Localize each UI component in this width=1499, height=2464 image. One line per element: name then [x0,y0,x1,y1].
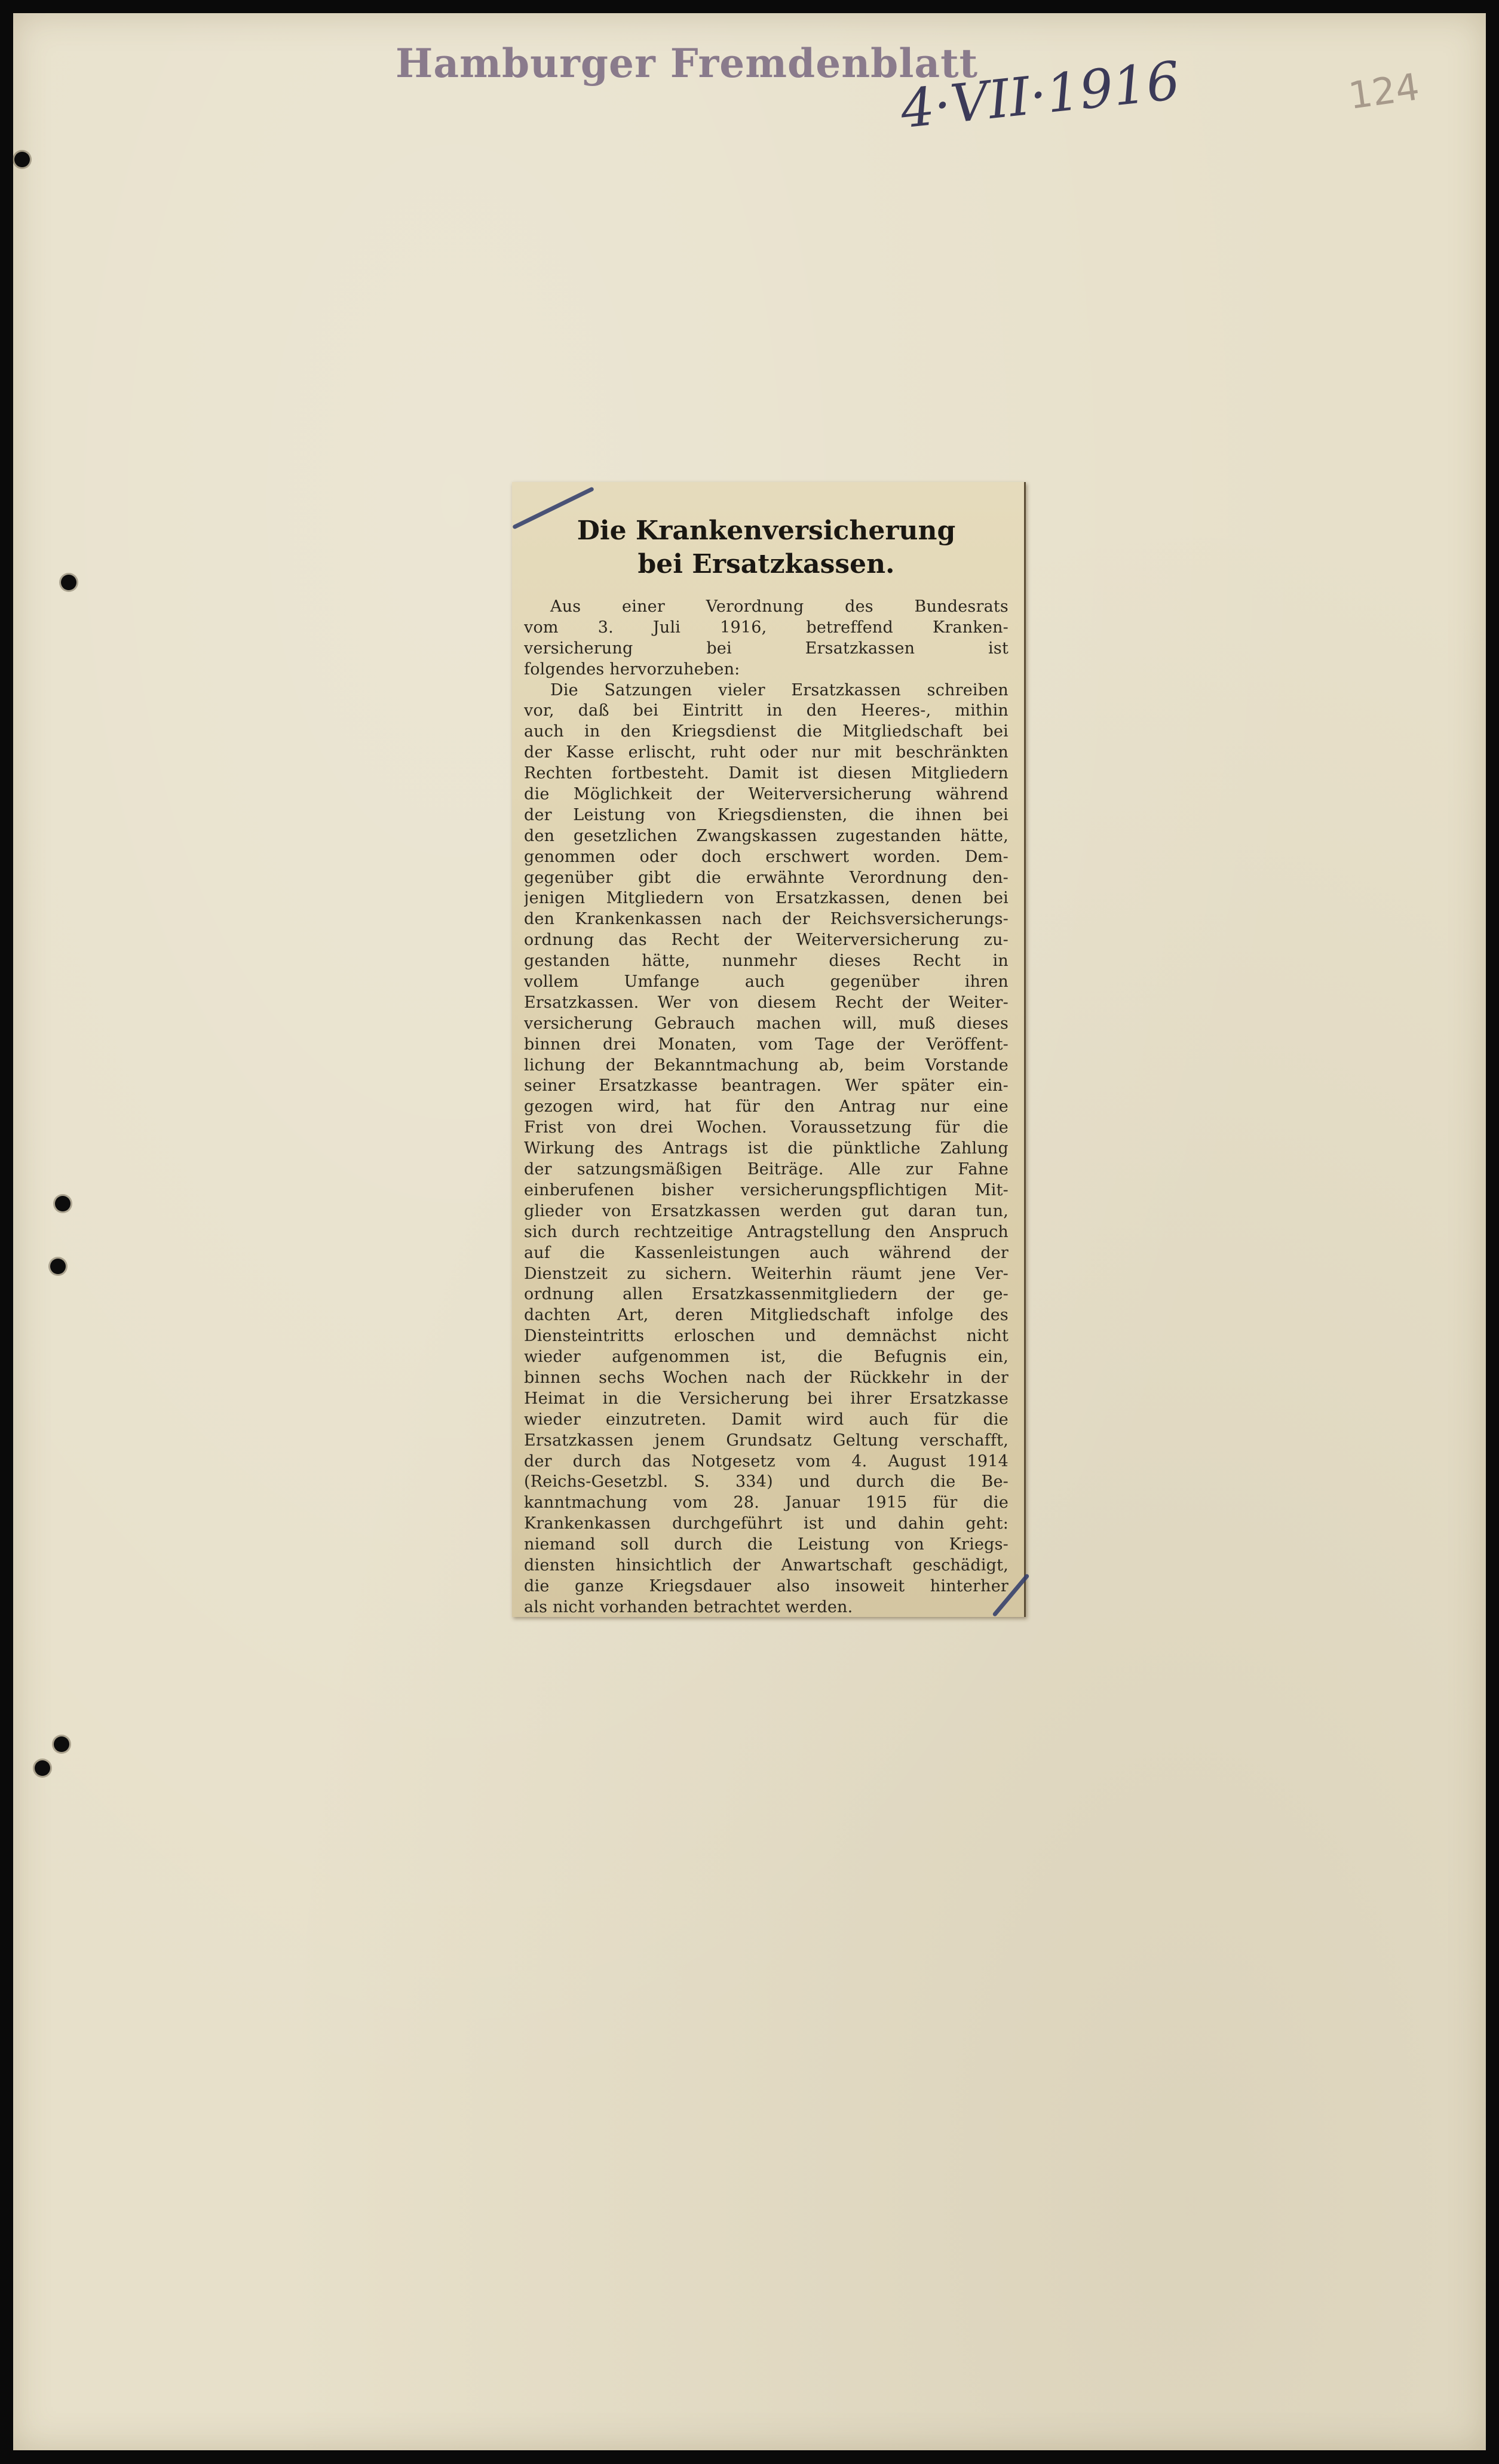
article-line: versicherung bei Ersatzkassen ist [524,639,1008,658]
article-line: Dienstzeit zu sichern. Weiterhin räumt jene Ver- [524,1264,1008,1283]
article-line: folgendes hervorzuheben: [524,659,740,679]
article-line: ordnung das Recht der Weiterversicherung zu- [524,931,1008,950]
article-line: Frist von drei Wochen. Voraussetzung für die [524,1118,1008,1137]
article-line: die ganze Kriegsdauer also insoweit hinterher [524,1576,1008,1595]
article-line: wieder aufgenommen ist, die Befugnis ein, [524,1348,1008,1367]
article-line: diensten hinsichtlich der Anwartschaft geschädigt, [524,1555,1008,1575]
newspaper-clipping [512,482,1026,1617]
punch-hole-2 [61,575,76,590]
article-line: auf die Kassenleistungen auch während der [524,1243,1008,1262]
article-line: dachten Art, deren Mitgliedschaft infolge des [524,1306,1008,1325]
article-line: genommen oder doch erschwert worden. Dem- [524,847,1008,866]
article-line: Heimat in die Versicherung bei ihrer Ersatzkasse [524,1389,1008,1408]
article-line: wieder einzutreten. Damit wird auch für die [524,1410,1008,1429]
article-body [524,597,1008,1618]
article-line: sich durch rechtzeitige Antragstellung den Anspruch [524,1222,1008,1241]
article-line: gezogen wird, hat für den Antrag nur eine [524,1097,1008,1116]
article-line: Aus einer Verordnung des Bundesrats [550,597,1008,616]
punch-hole-3 [55,1196,70,1211]
article-title-line-1: Die Krankenversicherung [577,515,956,546]
article-line: der Kasse erlischt, ruht oder nur mit beschränkten [524,743,1008,762]
newspaper-name-stamp: Hamburger Fremdenblatt [396,40,979,87]
article-line: seiner Ersatzkasse beantragen. Wer später ein- [524,1076,1008,1096]
punch-hole-5 [54,1736,69,1752]
article-line: kanntmachung vom 28. Januar 1915 für die [524,1493,1008,1512]
article-line: lichung der Bekanntmachung ab, beim Vorstande [524,1055,1008,1075]
article-line: (Reichs-Gesetzbl. S. 334) und durch die Be- [524,1472,1008,1492]
article-line: die Möglichkeit der Weiterversicherung während [524,785,1008,804]
article-line: niemand soll durch die Leistung von Kriegs- [524,1535,1008,1554]
article-line: einberufenen bisher versicherungspflichtigen Mit- [524,1180,1008,1199]
article-title-line-2: bei Ersatzkassen. [637,549,895,579]
article-line: der Leistung von Kriegsdiensten, die ihnen bei [524,805,1008,824]
article-line: vor, daß bei Eintritt in den Heeres-, mithin [524,701,1008,720]
article-line: der satzungsmäßigen Beiträge. Alle zur Fahne [524,1160,1008,1179]
article-title [524,514,1008,581]
article-line: gegenüber gibt die erwähnte Verordnung den- [524,868,1008,887]
article-line: Wirkung des Antrags ist die pünktliche Zahlung [524,1139,1008,1158]
punch-hole-4 [50,1259,66,1274]
article-line: ordnung allen Ersatzkassenmitgliedern der ge- [524,1285,1008,1304]
article-line: Ersatzkassen jenem Grundsatz Geltung verschafft, [524,1431,1008,1450]
article-line: binnen sechs Wochen nach der Rückkehr in der [524,1368,1008,1387]
handwritten-date: 4·VII·1916 [897,50,1183,140]
folio-number: 124 [1345,65,1423,118]
article-line: den gesetzlichen Zwangskassen zugestanden hätte, [524,826,1008,845]
article-line: den Krankenkassen nach der Reichsversicherungs- [524,910,1008,929]
article-line: vom 3. Juli 1916, betreffend Kranken- [524,618,1008,637]
punch-hole-1 [14,152,30,167]
article-line: Diensteintritts erloschen und demnächst nicht [524,1327,1008,1346]
article-line: Rechten fortbesteht. Damit ist diesen Mitgliedern [524,764,1008,783]
punch-hole-6 [35,1760,50,1776]
article-line: auch in den Kriegsdienst die Mitgliedschaft bei [524,722,1008,741]
article-line: binnen drei Monaten, vom Tage der Veröffent- [524,1035,1008,1054]
article-line: Krankenkassen durchgeführt ist und dahin geht: [524,1514,1008,1533]
article-line: als nicht vorhanden betrachtet werden. [524,1597,853,1616]
article-line: glieder von Ersatzkassen werden gut daran tun, [524,1201,1008,1220]
article-line: Die Satzungen vieler Ersatzkassen schreiben [550,680,1008,699]
article-line: gestanden hätte, nunmehr dieses Recht in [524,952,1008,971]
article-line: vollem Umfange auch gegenüber ihren [524,972,1008,992]
article-line: der durch das Notgesetz vom 4. August 1914 [524,1452,1008,1471]
article-line: versicherung Gebrauch machen will, muß dieses [524,1014,1008,1033]
article-line: Ersatzkassen. Wer von diesem Recht der Weiter- [524,993,1008,1012]
article-line: jenigen Mitgliedern von Ersatzkassen, denen bei [524,889,1008,908]
archive-sheet [13,13,1486,2450]
